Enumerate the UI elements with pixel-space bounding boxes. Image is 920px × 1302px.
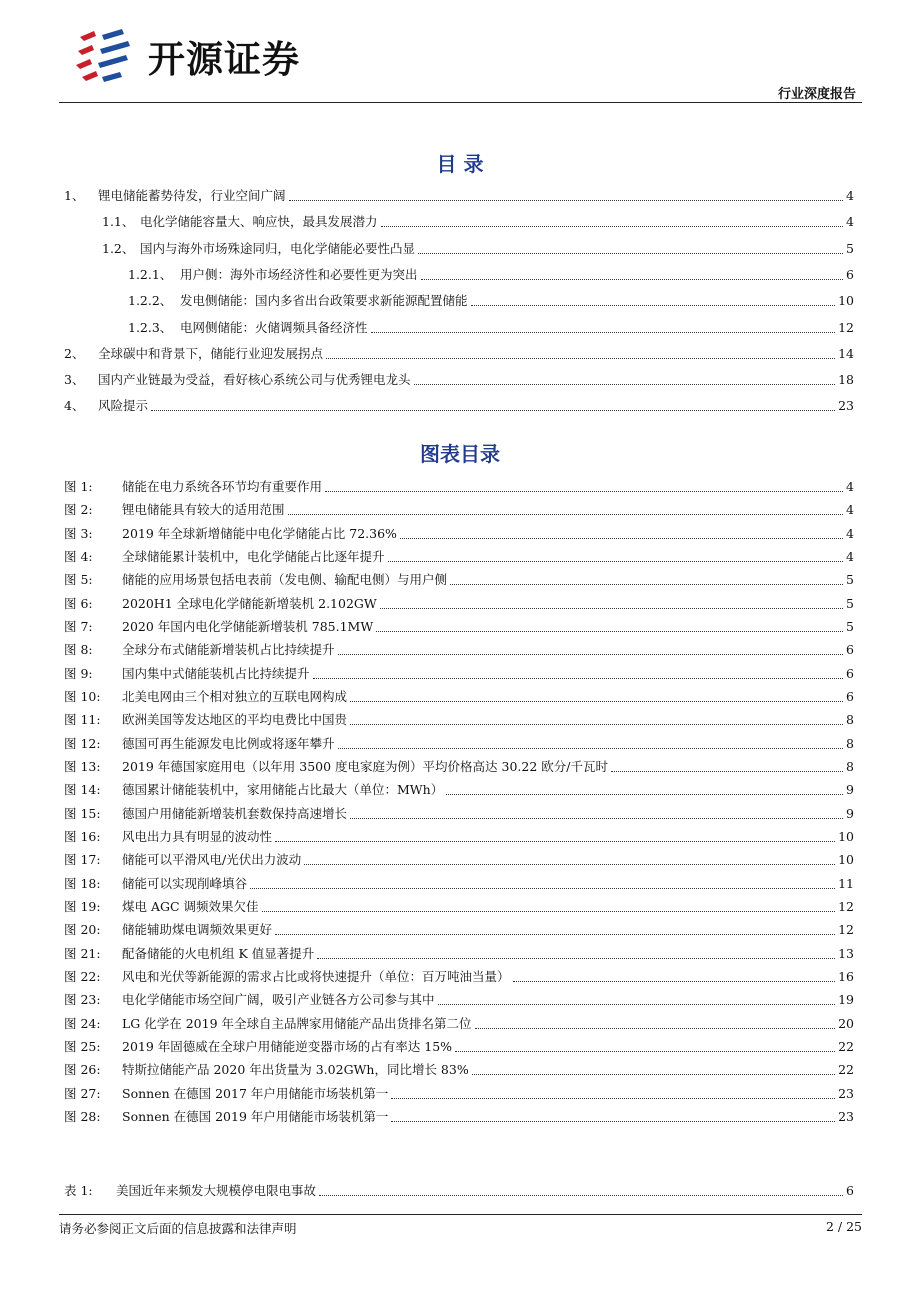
figure-entry-leader-dots <box>388 561 844 562</box>
figure-entry-leader-dots <box>455 1051 835 1052</box>
figure-entry-title: 锂电储能具有较大的适用范围 <box>122 502 285 518</box>
figure-entry[interactable] <box>64 475 854 495</box>
figure-entry-page: 4 <box>846 548 854 564</box>
figure-entry-title: 2020H1 全球电化学储能新增装机 2.102GW <box>122 595 377 611</box>
figure-entry[interactable] <box>64 1012 854 1032</box>
toc-entry-page: 10 <box>838 293 854 309</box>
figure-entry-leader-dots <box>317 958 835 959</box>
figure-entry-title: 全球储能累计装机中，电化学储能占比逐年提升 <box>122 548 385 564</box>
figure-entry[interactable] <box>64 1035 854 1055</box>
figure-entry-page: 13 <box>838 945 854 961</box>
figure-entry-number: 图 21: <box>64 945 101 961</box>
figure-entry-leader-dots <box>475 1028 836 1029</box>
figure-entry-number: 图 27: <box>64 1085 101 1101</box>
figure-entry-number: 图 20: <box>64 922 101 938</box>
figure-entry-leader-dots <box>450 584 843 585</box>
figure-entry-title: 2020 年国内电化学储能新增装机 785.1MW <box>122 618 374 634</box>
figure-entry-title: 煤电 AGC 调频效果欠佳 <box>122 898 259 914</box>
report-type-label: 行业深度报告 <box>777 87 856 102</box>
figure-entry-page: 20 <box>838 1015 854 1031</box>
figure-entry-number: 图 18: <box>64 875 101 891</box>
figure-entry-number: 图 23: <box>64 992 101 1008</box>
toc-title: 目 录 <box>436 152 484 176</box>
figure-entry-leader-dots <box>611 771 843 772</box>
toc-entry-leader-dots <box>371 332 836 333</box>
figure-entry-title: 北美电网由三个相对独立的互联电网构成 <box>122 688 348 704</box>
toc-entry-page: 12 <box>838 319 854 335</box>
figure-entry-page: 10 <box>838 852 854 868</box>
figure-entry-title: Sonnen 在德国 2017 年户用储能市场装机第一 <box>122 1085 389 1101</box>
figure-entry-number: 图 26: <box>64 1062 101 1078</box>
table-entry-number: 表 1: <box>64 1183 93 1198</box>
figure-entry-page: 4 <box>846 502 854 518</box>
brand-logo <box>74 26 300 86</box>
toc-entry-title: 国内与海外市场殊途同归，电化学储能必要性凸显 <box>140 240 416 256</box>
figure-entry-leader-dots <box>350 724 843 725</box>
figure-entry[interactable] <box>64 638 854 658</box>
figure-entry-number: 图 9: <box>64 665 93 681</box>
figure-entry-leader-dots <box>350 701 843 702</box>
table-entry[interactable] <box>64 1179 854 1199</box>
figure-entry-page: 9 <box>846 782 854 798</box>
figure-entry-title: 储能在电力系统各环节均有重要作用 <box>122 479 323 494</box>
figure-entry[interactable] <box>64 1082 854 1102</box>
figure-entry-page: 11 <box>838 875 854 891</box>
figure-entry[interactable] <box>64 848 854 868</box>
figure-entry-title: 德国累计储能装机中，家用储能占比最大（单位：MWh） <box>122 782 444 798</box>
figure-entry[interactable] <box>64 615 854 635</box>
figure-entry-title: 储能可以平滑风电/光伏出力波动 <box>122 852 302 868</box>
figure-entry-number: 图 4: <box>64 548 93 564</box>
figure-entry[interactable] <box>64 662 854 682</box>
toc-entry-number: 1.2.1、 <box>128 266 173 282</box>
toc-entry[interactable] <box>128 263 854 283</box>
figure-entry-page: 10 <box>838 828 854 844</box>
figure-entry-number: 图 15: <box>64 805 101 821</box>
figure-entry-title: 欧洲美国等发达地区的平均电费比中国贵 <box>122 712 348 728</box>
toc-entry-page: 5 <box>846 240 854 256</box>
figure-entry[interactable] <box>64 545 854 565</box>
figure-entry-number: 图 25: <box>64 1038 101 1054</box>
figure-entry-page: 12 <box>838 922 854 938</box>
figure-entry[interactable] <box>64 1105 854 1125</box>
figure-entry-leader-dots <box>288 514 844 515</box>
table-entry-page: 6 <box>846 1183 854 1198</box>
figure-entry-title: 全球分布式储能新增装机占比持续提升 <box>122 642 335 658</box>
figure-entry-page: 12 <box>838 898 854 914</box>
toc-entry-page: 23 <box>838 398 854 414</box>
figure-entry[interactable] <box>64 802 854 822</box>
figure-entry-number: 图 11: <box>64 712 101 728</box>
figure-entry-leader-dots <box>325 491 843 492</box>
toc-entry[interactable] <box>128 316 854 336</box>
toc-entry-leader-dots <box>151 410 835 411</box>
figure-entry-title: 2019 年固德威在全球户用储能逆变器市场的占有率达 15% <box>122 1038 453 1054</box>
figure-entry-number: 图 1: <box>64 479 93 494</box>
toc-entry-number: 2、 <box>64 345 85 361</box>
figure-entry-page: 23 <box>838 1085 854 1101</box>
figure-entry[interactable] <box>64 942 854 962</box>
figure-entry-page: 6 <box>846 642 854 658</box>
figure-entry-title: 2019 年全球新增储能中电化学储能占比 72.36% <box>122 525 397 541</box>
toc-entry[interactable] <box>64 368 854 388</box>
figure-entry-number: 图 12: <box>64 735 101 751</box>
figure-entry-title: 国内集中式储能装机占比持续提升 <box>122 665 310 681</box>
figure-entry-leader-dots <box>250 888 835 889</box>
figure-entry[interactable] <box>64 918 854 938</box>
footer-disclaimer: 请务必参阅正文后面的信息披露和法律声明 <box>59 1221 297 1236</box>
figure-entry-number: 图 24: <box>64 1015 101 1031</box>
figure-entry-leader-dots <box>391 1098 835 1099</box>
figure-entry-leader-dots <box>350 818 843 819</box>
figure-entry-leader-dots <box>472 1074 835 1075</box>
figure-entry-number: 图 17: <box>64 852 101 868</box>
toc-entry-title: 国内产业链最为受益，看好核心系统公司与优秀锂电龙头 <box>98 372 411 388</box>
figure-entry-leader-dots <box>338 654 844 655</box>
figure-entry-title: 德国可再生能源发电比例或将逐年攀升 <box>122 735 335 751</box>
figure-entry[interactable] <box>64 498 854 518</box>
page-number: 2 / 25 <box>825 1219 862 1234</box>
figure-entry-page: 23 <box>838 1108 854 1124</box>
figure-entry[interactable] <box>64 708 854 728</box>
figure-entry[interactable] <box>64 895 854 915</box>
toc-entry-number: 3、 <box>64 372 85 388</box>
figure-entry-leader-dots <box>513 981 836 982</box>
figure-entry-page: 9 <box>846 805 854 821</box>
figure-entry-leader-dots <box>446 794 843 795</box>
figure-entry[interactable] <box>64 522 854 542</box>
figure-entry-leader-dots <box>376 631 843 632</box>
figure-entry-number: 图 10: <box>64 688 101 704</box>
figure-entry-page: 8 <box>846 735 854 751</box>
figure-entry-leader-dots <box>313 678 844 679</box>
toc-entry[interactable] <box>102 210 854 230</box>
brand-name: 开源证券 <box>148 38 300 81</box>
toc-entry-leader-dots <box>381 226 844 227</box>
figure-entry-title: 电化学储能市场空间广阔，吸引产业链各方公司参与其中 <box>122 992 435 1008</box>
figure-entry-number: 图 16: <box>64 828 101 844</box>
figure-entry-title: LG 化学在 2019 年全球自主品牌家用储能产品出货排名第二位 <box>122 1015 472 1031</box>
toc-entry-number: 1.2.3、 <box>128 319 173 335</box>
figure-entry-number: 图 8: <box>64 642 93 658</box>
figure-entry-leader-dots <box>275 841 835 842</box>
figure-entry-number: 图 3: <box>64 525 93 541</box>
figures-title: 图表目录 <box>420 442 500 466</box>
toc-entry-title: 风险提示 <box>98 398 149 414</box>
toc-entry-number: 1、 <box>64 188 85 203</box>
figure-entry-page: 8 <box>846 758 854 774</box>
toc-entry[interactable] <box>64 184 854 204</box>
figure-entry[interactable] <box>64 872 854 892</box>
figure-entry[interactable] <box>64 685 854 705</box>
figure-entry-number: 图 22: <box>64 968 101 984</box>
brand-logo-icon <box>74 27 138 85</box>
figure-entry-title: Sonnen 在德国 2019 年户用储能市场装机第一 <box>122 1108 389 1124</box>
figure-entry-page: 22 <box>838 1038 854 1054</box>
toc-entry[interactable] <box>102 237 854 257</box>
figure-entry-title: 风电出力具有明显的波动性 <box>122 828 273 844</box>
figure-entry-number: 图 28: <box>64 1108 101 1124</box>
toc-entry-title: 用户侧：海外市场经济性和必要性更为突出 <box>180 266 418 282</box>
page-header <box>0 0 920 105</box>
figure-entry-page: 5 <box>846 595 854 611</box>
figure-entry[interactable] <box>64 592 854 612</box>
figure-entry-leader-dots <box>380 608 843 609</box>
toc-entry-page: 6 <box>846 266 854 282</box>
figure-entry-leader-dots <box>338 748 844 749</box>
figure-entry-page: 22 <box>838 1062 854 1078</box>
toc-entry-title: 电化学储能容量大、响应快，最具发展潜力 <box>140 214 378 230</box>
toc-entry-title: 全球碳中和背景下，储能行业迎发展拐点 <box>98 345 324 361</box>
figure-entry-page: 4 <box>846 525 854 541</box>
figure-entry-title: 德国户用储能新增装机套数保持高速增长 <box>122 805 348 821</box>
toc-entry-number: 1.1、 <box>102 214 135 230</box>
toc-entry-leader-dots <box>418 253 843 254</box>
figure-entry-number: 图 13: <box>64 758 101 774</box>
toc-entry-page: 4 <box>846 214 854 230</box>
toc-entry-number: 4、 <box>64 398 85 414</box>
toc-entry[interactable] <box>64 342 854 362</box>
figure-entry-leader-dots <box>438 1004 836 1005</box>
toc-entry-leader-dots <box>289 200 844 201</box>
figure-entry-leader-dots <box>275 934 835 935</box>
toc-entry-number: 1.2、 <box>102 240 135 256</box>
figure-entry-title: 储能可以实现削峰填谷 <box>122 875 248 891</box>
toc-entry-leader-dots <box>421 279 844 280</box>
toc-entry-leader-dots <box>471 305 836 306</box>
figure-entry-number: 图 6: <box>64 595 93 611</box>
header-divider <box>59 102 862 103</box>
figure-entry[interactable] <box>64 825 854 845</box>
figure-entry-page: 5 <box>846 618 854 634</box>
figure-entry[interactable] <box>64 755 854 775</box>
figure-entry-page: 19 <box>838 992 854 1008</box>
figure-entry-title: 特斯拉储能产品 2020 年出货量为 3.02GWh，同比增长 83% <box>122 1062 469 1078</box>
figure-entry-title: 储能辅助煤电调频效果更好 <box>122 922 273 938</box>
figure-entry-leader-dots <box>391 1121 835 1122</box>
toc-entry[interactable] <box>64 394 854 414</box>
figure-entry-title: 储能的应用场景包括电表前（发电侧、输配电侧）与用户侧 <box>122 572 448 588</box>
toc-entry-title: 发电侧储能：国内多省出台政策要求新能源配置储能 <box>180 293 468 309</box>
figure-entry-page: 16 <box>838 968 854 984</box>
figure-entry-page: 8 <box>846 712 854 728</box>
table-entry-leader-dots <box>319 1195 843 1196</box>
toc-entry-leader-dots <box>326 358 835 359</box>
toc-entry-page: 14 <box>838 345 854 361</box>
figure-entry[interactable] <box>64 732 854 752</box>
figure-entry[interactable] <box>64 778 854 798</box>
figure-entry-number: 图 14: <box>64 782 101 798</box>
figure-entry[interactable] <box>64 568 854 588</box>
toc-entry-number: 1.2.2、 <box>128 293 173 309</box>
figure-entry[interactable] <box>64 965 854 985</box>
figure-entry-leader-dots <box>400 538 843 539</box>
toc-entry-page: 18 <box>838 372 854 388</box>
figure-entry-leader-dots <box>304 864 835 865</box>
figure-entry-leader-dots <box>262 911 836 912</box>
figure-entry-title: 2019 年德国家庭用电（以年用 3500 度电家庭为例）平均价格高达 30.22 欧分/千瓦时 <box>122 758 608 774</box>
figure-entry-page: 4 <box>846 479 854 494</box>
table-entry-title: 美国近年来频发大规模停电限电事故 <box>116 1183 317 1198</box>
figure-entry-title: 风电和光伏等新能源的需求占比或将快速提升（单位：百万吨油当量） <box>122 968 510 984</box>
figure-entry[interactable] <box>64 988 854 1008</box>
toc-entry[interactable] <box>128 289 854 309</box>
toc-entry-title: 锂电储能蓄势待发，行业空间广阔 <box>98 188 286 203</box>
figure-entry-page: 5 <box>846 572 854 588</box>
figure-entry-number: 图 7: <box>64 618 93 634</box>
figure-entry[interactable] <box>64 1058 854 1078</box>
toc-entry-page: 4 <box>846 188 854 203</box>
figure-entry-title: 配备储能的火电机组 K 值显著提升 <box>122 945 315 961</box>
toc-entry-title: 电网侧储能：火储调频具备经济性 <box>180 319 368 335</box>
figure-entry-number: 图 2: <box>64 502 93 518</box>
toc-entry-leader-dots <box>414 384 836 385</box>
figure-entry-number: 图 5: <box>64 572 93 588</box>
figure-entry-number: 图 19: <box>64 898 101 914</box>
figure-entry-page: 6 <box>846 688 854 704</box>
figure-entry-page: 6 <box>846 665 854 681</box>
footer-divider <box>59 1214 862 1215</box>
